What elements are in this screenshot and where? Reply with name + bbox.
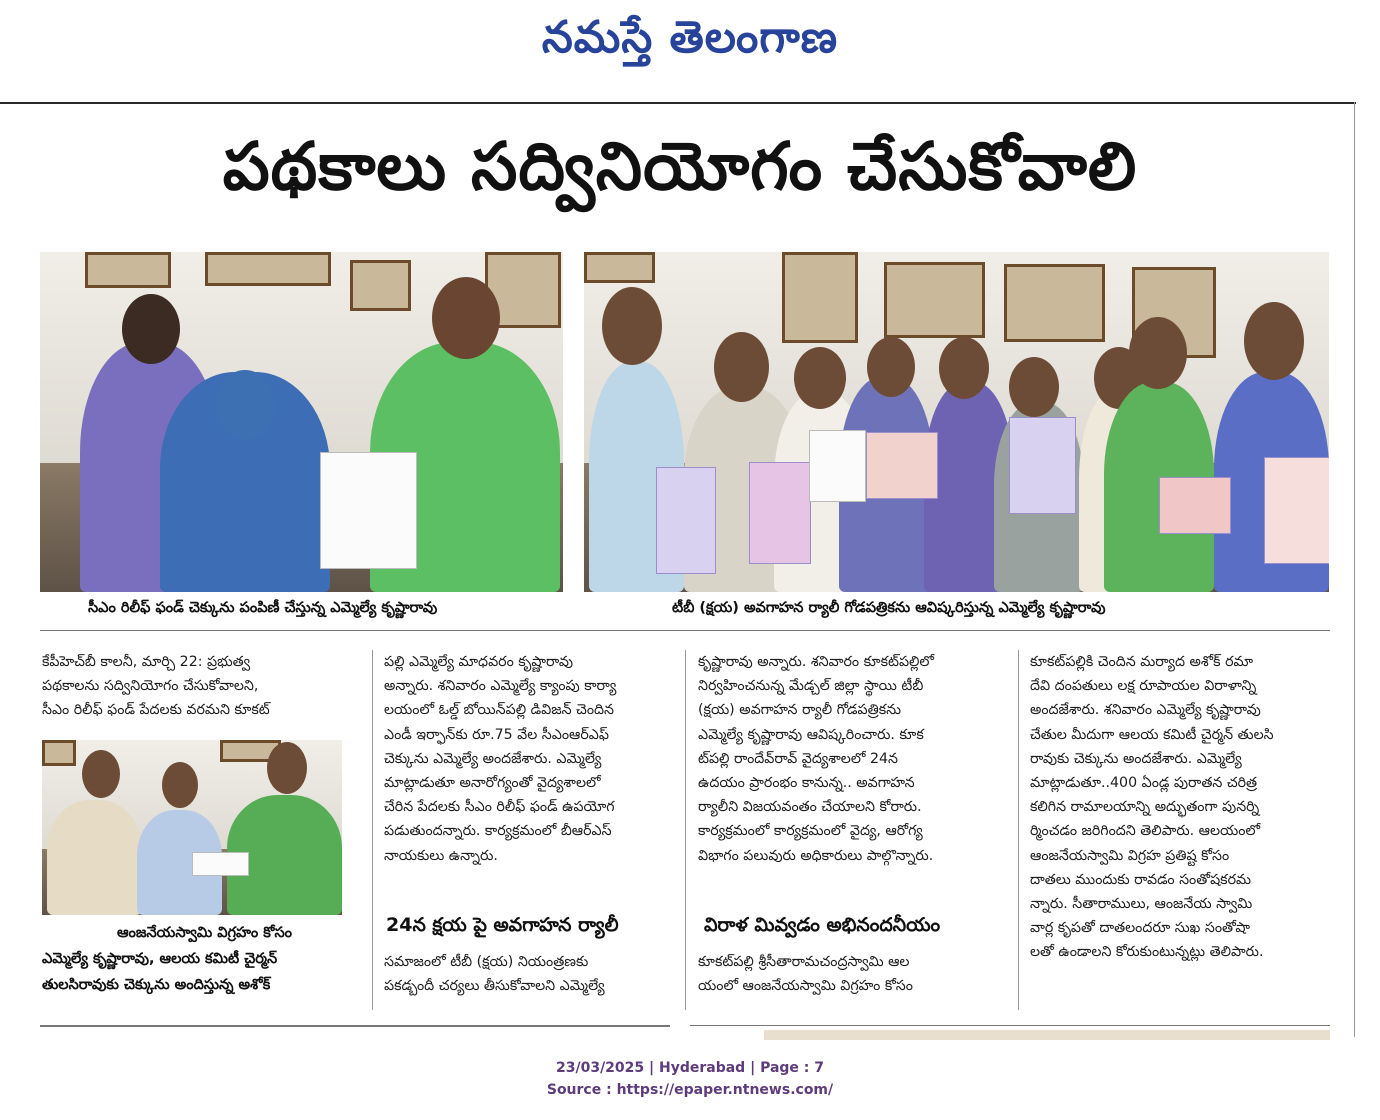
text-line: అందజేశారు. శనివారం ఎమ్మెల్యే కృష్ణారావు (1030, 702, 1261, 719)
text-line: కేపీహెచ్‌బీ కాలనీ, మార్చి 22: ప్రభుత్వ (42, 654, 251, 670)
text-line: పథకాలను సద్వినియోగం చేసుకోవాలని, (42, 678, 259, 695)
text-line: నాయకులు ఉన్నారు. (384, 847, 498, 864)
text-line: చెక్కును ఎమ్మెల్యే అందజేశారు. ఎమ్మెల్యే (384, 750, 602, 767)
text-line: పల్లి ఎమ్మెల్యే మాధవరం కృష్ణారావు (384, 654, 574, 670)
text-line: విభాగం పలువురు అధికారులు పాల్గొన్నారు. (698, 847, 934, 864)
text-line: ర్మించడం జరిగిందని తెలిపారు. ఆలయంలో (1030, 823, 1261, 840)
next-article-photo-strip (764, 1030, 1330, 1040)
text-line: సీఎం రిలీఫ్ ఫండ్ పేదలకు వరమని కూకట్ (42, 702, 270, 719)
text-line: యంలో ఆంజనేయస్వామి విగ్రహం కోసం (698, 978, 913, 995)
caption-line: తులసిరావుకు చెక్కును అందిస్తున్న అశోక్ (42, 977, 271, 993)
article-column-3 (698, 650, 1008, 868)
text-line: న్నారు. సీతారాములు, ఆంజనేయ స్వామి (1030, 896, 1253, 913)
text-line: కార్యక్రమంలో కార్యక్రమంలో వైద్య, ఆరోగ్య (698, 823, 923, 840)
text-line: కృష్ణారావు అన్నారు. శనివారం కూకట్‌పల్లిలో (698, 654, 935, 670)
photo-cm-relief-fund (40, 252, 563, 592)
article-column-1 (42, 650, 367, 723)
text-line: లతో ఉండాలని కోరుకుంటున్నట్లు తెలిపారు. (1030, 944, 1264, 961)
caption-line: ఎమ్మెల్యే కృష్ణారావు, ఆలయ కమిటీ చైర్మన్ (42, 951, 278, 967)
text-line: ఆంజనేయస్వామి విగ్రహ ప్రతిష్ట కోసం (1030, 847, 1230, 864)
footer-date-page: 23/03/2025 | Hyderabad | Page : 7 (555, 1060, 825, 1076)
top-divider (0, 102, 1356, 104)
article-column-3-continued (698, 950, 1008, 998)
text-line: దాతలు ముందుకు రావడం సంతోషకరమ (1030, 871, 1252, 888)
section-divider (40, 630, 1330, 631)
text-line: అన్నారు. శనివారం ఎమ్మెల్యే క్యాంపు కార్యా (384, 678, 617, 695)
text-line: మాట్లాడుతూ అనారోగ్యంతో వైద్యశాలలో (384, 775, 601, 792)
photo-tb-awareness-poster (584, 252, 1329, 592)
text-line: కలిగిన రామాలయాన్ని అద్భుతంగా పునర్ని (1030, 799, 1260, 816)
subheading-tb-rally: 24న క్షయ పై అవగాహన ర్యాలీ (386, 914, 619, 936)
article-column-4 (1030, 650, 1330, 965)
text-line: పడుతుందన్నారు. కార్యక్రమంలో బీఆర్‌ఎస్ (384, 823, 612, 840)
article-column-2-continued (384, 950, 684, 998)
headline: పథకాలు సద్వినియోగం చేసుకోవాలి (222, 128, 1138, 205)
text-line: ఎమ్మెల్యే కృష్ణారావు ఆవిష్కరించారు. కూక (698, 726, 924, 743)
text-line: ర్యాలీని విజయవంతం చేయాలని కోరారు. (698, 799, 922, 816)
text-line: ఎండీ ఇర్ఫాన్‌కు రూ.75 వేల సీఎంఆర్‌ఎఫ్ (384, 726, 609, 743)
text-line: కూకట్‌పల్లి శ్రీసీతారామచంద్రస్వామి ఆల (698, 954, 910, 970)
text-line: నిర్వహించనున్న మేడ్చల్ జిల్లా స్థాయి టీబీ (698, 678, 924, 695)
text-line: వార్ల కృపతో దాతలందరూ సుఖ సంతోషా (1030, 920, 1250, 937)
subheading-donation: విరాళ మివ్వడం అభినందనీయం (704, 914, 941, 936)
text-line: ట్‌పల్లి రాందేవ్‌రావ్ వైద్యశాలలో 24న (698, 750, 898, 767)
text-line: పకడ్బందీ చర్యలు తీసుకోవాలని ఎమ్మెల్యే (384, 978, 605, 995)
photo2-caption: టీబీ (క్షయ) అవగాహన ర్యాలీ గోడపత్రికను ఆవిష్కరిస్తున్న ఎమ్మెల్యే కృష్ణారావు (672, 600, 1106, 616)
column-rule (1018, 650, 1019, 1010)
text-line: కూకట్‌పల్లికి చెందిన మర్యాద అశోక్ రమా (1030, 654, 1254, 670)
text-line: సమాజంలో టీబీ (క్షయ) నియంత్రణకు (384, 954, 589, 970)
right-border (1354, 102, 1355, 1037)
photo-anjaneya-donation (42, 740, 342, 915)
column-rule (372, 650, 373, 1010)
bottom-divider (40, 1025, 670, 1027)
text-line: (క్షయ) అవగాహన ర్యాలీ గోడపత్రికను (698, 702, 902, 719)
text-line: రావుకు చెక్కును అందజేశారు. ఎమ్మెల్యే (1030, 750, 1242, 767)
footer-source: Source : https://epaper.ntnews.com/ (546, 1082, 834, 1098)
masthead-logo: నమస్తే తెలంగాణ (541, 12, 839, 63)
bottom-divider (690, 1025, 1330, 1026)
text-line: చేతుల మీదుగా ఆలయ కమిటీ చైర్మన్ తులసి (1030, 726, 1274, 743)
text-line: లయంలో ఓల్డ్ బోయిన్‌పల్లి డివిజన్ చెందిన (384, 702, 614, 719)
text-line: చేరిన పేదలకు సీఎం రిలీఫ్ ఫండ్ ఉపయోగ (384, 799, 615, 816)
caption-line: ఆంజనేయస్వామి విగ్రహం కోసం (116, 925, 293, 941)
column-rule (685, 650, 686, 1010)
text-line: ఉదయం ప్రారంభం కానున్న.. అవగాహన (698, 775, 915, 792)
photo3-caption (42, 920, 367, 998)
article-column-2 (384, 650, 684, 868)
photo1-caption: సీఎం రిలీఫ్ ఫండ్ చెక్కును పంపిణీ చేస్తున్న ఎమ్మెల్యే కృష్ణారావు (88, 600, 438, 616)
text-line: దేవి దంపతులు లక్ష రూపాయల విరాళాన్ని (1030, 678, 1257, 695)
text-line: మాట్లాడుతూ..400 ఏండ్ల పురాతన చరిత్ర (1030, 775, 1258, 792)
